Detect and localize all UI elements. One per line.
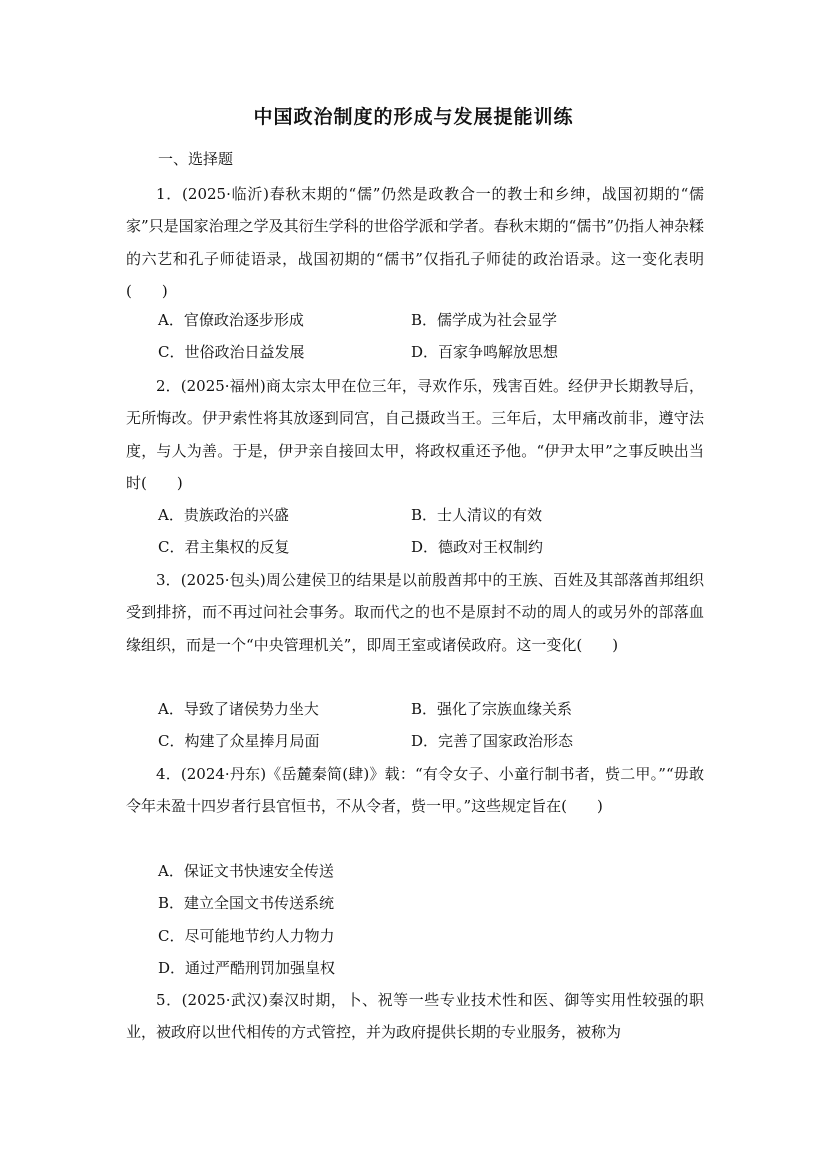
question-3-option-a[interactable]: A．导致了诸侯势力坐大 [158, 700, 319, 718]
question-2-option-a[interactable]: A．贵族政治的兴盛 [158, 506, 289, 524]
question-4-text: 4．(2024·丹东)《岳麓秦简(肆)》载：“有令女子、小童行制书者，赀二甲。”“毋敢令年未盈十四岁者行县官恒书，不从令者，赀一甲。”这些规定旨在( ) [126, 765, 704, 816]
question-1-option-d[interactable]: D．百家争鸣解放思想 [411, 343, 559, 362]
question-1-option-a[interactable]: A．官僚政治逐步形成 [158, 311, 304, 329]
section-heading: 一、选择题 [158, 150, 234, 168]
question-4-option-a[interactable]: A．保证文书快速安全传送 [158, 862, 334, 880]
question-1-option-c[interactable]: C．世俗政治日益发展 [158, 343, 305, 362]
question-4-option-b[interactable]: B．建立全国文书传送系统 [158, 894, 335, 913]
page-title: 中国政治制度的形成与发展提能训练 [253, 106, 574, 128]
question-1-option-b[interactable]: B．儒学成为社会显学 [411, 311, 558, 329]
question-4-option-d[interactable]: D．通过严酷刑罚加强皇权 [158, 958, 336, 977]
question-2-option-b[interactable]: B．士人清议的有效 [411, 506, 543, 524]
question-1-text: 1．(2025·临沂)春秋末期的“儒”仍然是政教合一的教士和乡绅，战国初期的“儒家”只是国家治理之学及其衍生学科的世俗学派和学者。春秋末期的“儒书”仍指人神杂糅的六艺和孔子师徒语录，战国初期的“儒书”仅指孔子师徒的政治语录。这一变化表明( ) [126, 185, 705, 300]
question-3-option-d[interactable]: D．完善了国家政治形态 [411, 732, 574, 751]
question-4-options [158, 855, 335, 984]
question-3-text: 3．(2025·包头)周公建侯卫的结果是以前殷酋邦中的王族、百姓及其部落酋邦组织受到排挤，而不再过问社会事务。取而代之的也不是原封不动的周人的或另外的部落血缘组织，而是一个“中央管理机关”，即周王室或诸侯政府。这一变化( ) [126, 571, 704, 654]
question-2-option-d[interactable]: D．德政对王权制约 [411, 538, 544, 557]
question-4-option-c[interactable]: C．尽可能地节约人力物力 [158, 926, 335, 945]
question-3-option-c[interactable]: C．构建了众星捧月局面 [158, 732, 320, 751]
question-5-text: 5．(2025·武汉)秦汉时期，卜、祝等一些专业技术性和医、御等实用性较强的职业，被政府以世代相传的方式管控，并为政府提供长期的专业服务，被称为 [126, 991, 704, 1042]
question-2-text: 2．(2025·福州)商太宗太甲在位三年，寻欢作乐，残害百姓。经伊尹长期教导后，无所悔改。伊尹索性将其放逐到同宫，自己摄政当王。三年后，太甲痛改前非，遵守法度，与人为善。于是，伊尹亲自接回太甲，将政权重还予他。“伊尹太甲”之事反映出当时( ) [126, 377, 704, 492]
question-3-option-b[interactable]: B．强化了宗族血缘关系 [411, 700, 573, 718]
question-2-option-c[interactable]: C．君主集权的反复 [158, 538, 290, 557]
